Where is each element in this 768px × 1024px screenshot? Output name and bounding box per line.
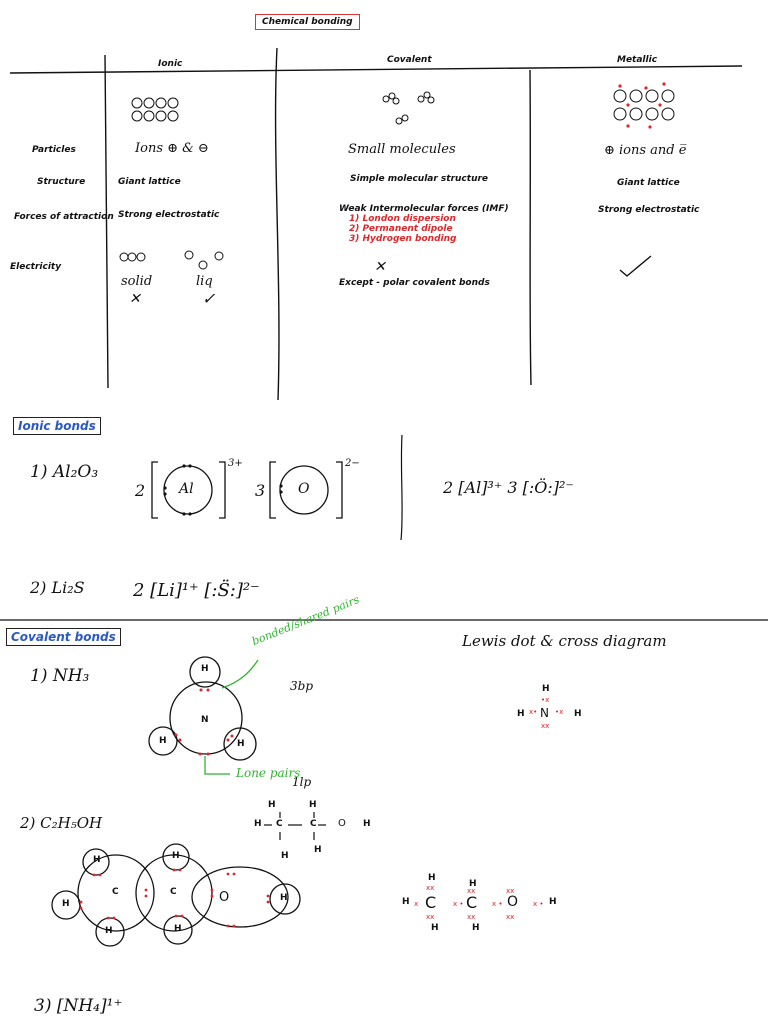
struct-h-right: H xyxy=(363,819,371,829)
metallic-particles: ⊕ ions and e̅ xyxy=(604,143,687,158)
lewis-eth-cross-3: xx xyxy=(506,887,515,895)
al2o3-summary: 2 [Al]³⁺ 3 [:Ö:]²⁻ xyxy=(443,478,574,497)
lewis-nh3-h-left: H xyxy=(517,709,525,719)
ionic-bonds-heading: Ionic bonds xyxy=(13,417,101,435)
imf-dipole: 2) Permanent dipole xyxy=(349,224,453,234)
ethanol-o: O xyxy=(219,890,230,905)
ethanol-c-2: C xyxy=(170,887,177,897)
lewis-eth-o: O xyxy=(507,894,519,910)
bonded-pairs-note: bonded/shared pairs xyxy=(250,593,362,649)
header-ionic: Ionic xyxy=(158,59,183,69)
ionic-forces: Strong electrostatic xyxy=(118,210,220,220)
covalent-structure: Simple molecular structure xyxy=(350,174,489,184)
ionic-liquid-tick: ✓ xyxy=(202,289,216,308)
struct-h-bottom-2: H xyxy=(314,845,322,855)
ionic-solid-cross: ✕ xyxy=(129,291,141,307)
row-label-electricity: Electricity xyxy=(10,262,62,272)
ionic-structure: Giant lattice xyxy=(118,177,181,187)
lewis-eth-h-top-1: H xyxy=(428,873,436,883)
ionic-example-1-label: 1) Al₂O₃ xyxy=(30,462,99,482)
lone-pairs-note: Lone pairs xyxy=(236,766,301,780)
metallic-forces: Strong electrostatic xyxy=(598,205,700,215)
ionic-particles: Ions ⊕ & ⊖ xyxy=(135,141,209,156)
lewis-eth-cross-4: xx xyxy=(426,913,435,921)
nh3-h-left: H xyxy=(159,736,167,746)
nh3-h-top: H xyxy=(201,664,209,674)
struct-h-bottom-1: H xyxy=(281,851,289,861)
lewis-eth-cross-7: x xyxy=(414,900,419,908)
struct-h-top-2: H xyxy=(309,800,317,810)
struct-c-1: C xyxy=(276,819,283,829)
lp-count: 1lp xyxy=(292,775,312,789)
covalent-example-2-label: 2) C₂H₅OH xyxy=(20,814,103,832)
lewis-eth-h-top-2: H xyxy=(469,879,477,889)
lewis-nh3-cross-left: x• xyxy=(529,708,538,716)
nh3-h-right: H xyxy=(237,739,245,749)
li2s-summary: 2 [Li]¹⁺ [:S̈:]²⁻ xyxy=(133,580,260,601)
row-label-structure: Structure xyxy=(37,177,86,187)
nh3-n-label: N xyxy=(201,715,209,725)
lewis-nh3-h-top: H xyxy=(542,684,550,694)
o-charge: 2− xyxy=(345,458,360,469)
ionic-solid-label: solid xyxy=(121,274,153,289)
covalent-bonds-heading: Covalent bonds xyxy=(6,628,121,646)
lewis-nh3-h-right: H xyxy=(574,709,582,719)
o-symbol: O xyxy=(298,481,310,497)
struct-o: O xyxy=(338,818,346,829)
lewis-eth-h-bottom-2: H xyxy=(472,923,480,933)
ionic-liquid-label: liq xyxy=(196,274,213,289)
ethanol-c-1: C xyxy=(112,887,119,897)
lewis-nh3-cross-right: •x xyxy=(555,708,564,716)
page-title: Chemical bonding xyxy=(255,14,360,30)
lewis-eth-c-2: C xyxy=(466,893,478,912)
metallic-structure: Giant lattice xyxy=(617,178,680,188)
lewis-eth-h-left: H xyxy=(402,897,410,907)
lewis-eth-cross-8: x • xyxy=(453,900,464,908)
covalent-forces: Weak Intermolecular forces (IMF) xyxy=(339,204,509,214)
lewis-nh3-lone-pair: xx xyxy=(541,722,550,730)
lewis-eth-h-bottom-1: H xyxy=(431,923,439,933)
lewis-eth-cross-5: xx xyxy=(467,913,476,921)
ethanol-h-top-2: H xyxy=(172,851,180,861)
lewis-eth-cross-9: x • xyxy=(492,900,503,908)
o-coefficient: 3 xyxy=(255,481,266,500)
covalent-example-3-label: 3) [NH₄]¹⁺ xyxy=(34,996,123,1016)
ionic-example-2-label: 2) Li₂S xyxy=(30,578,85,597)
covalent-electricity-cross: ✕ xyxy=(374,259,386,275)
al-symbol: Al xyxy=(179,481,194,497)
lewis-eth-cross-1: xx xyxy=(426,884,435,892)
ethanol-h-left: H xyxy=(62,899,70,909)
imf-london: 1) London dispersion xyxy=(349,214,456,224)
ethanol-h-bottom-1: H xyxy=(105,926,113,936)
ethanol-h-top-1: H xyxy=(93,855,101,865)
covalent-exception: Except - polar covalent bonds xyxy=(339,278,490,288)
lewis-nh3-n: N xyxy=(540,706,549,720)
bp-count: 3bp xyxy=(290,679,313,693)
covalent-particles: Small molecules xyxy=(348,142,456,157)
lewis-eth-h-right: H xyxy=(549,897,557,907)
struct-c-2: C xyxy=(310,819,317,829)
struct-h-left: H xyxy=(254,819,262,829)
row-label-forces: Forces of attraction xyxy=(14,212,114,222)
ethanol-h-oh: H xyxy=(280,893,288,903)
imf-hbond: 3) Hydrogen bonding xyxy=(349,234,457,244)
al-coefficient: 2 xyxy=(135,481,146,500)
lewis-eth-cross-2: xx xyxy=(467,887,476,895)
lewis-nh3-cross-top: •x xyxy=(541,696,550,704)
lewis-eth-cross-6: xx xyxy=(506,913,515,921)
ethanol-h-bottom-2: H xyxy=(174,924,182,934)
row-label-particles: Particles xyxy=(32,145,76,155)
lewis-eth-c-1: C xyxy=(425,893,437,912)
lewis-eth-cross-10: x • xyxy=(533,900,544,908)
header-metallic: Metallic xyxy=(617,55,658,65)
covalent-example-1-label: 1) NH₃ xyxy=(30,666,90,686)
metallic-electricity-tick xyxy=(620,256,621,257)
header-covalent: Covalent xyxy=(387,55,432,65)
al-charge: 3+ xyxy=(228,458,243,469)
lewis-heading: Lewis dot & cross diagram xyxy=(462,632,667,650)
struct-h-top-1: H xyxy=(268,800,276,810)
